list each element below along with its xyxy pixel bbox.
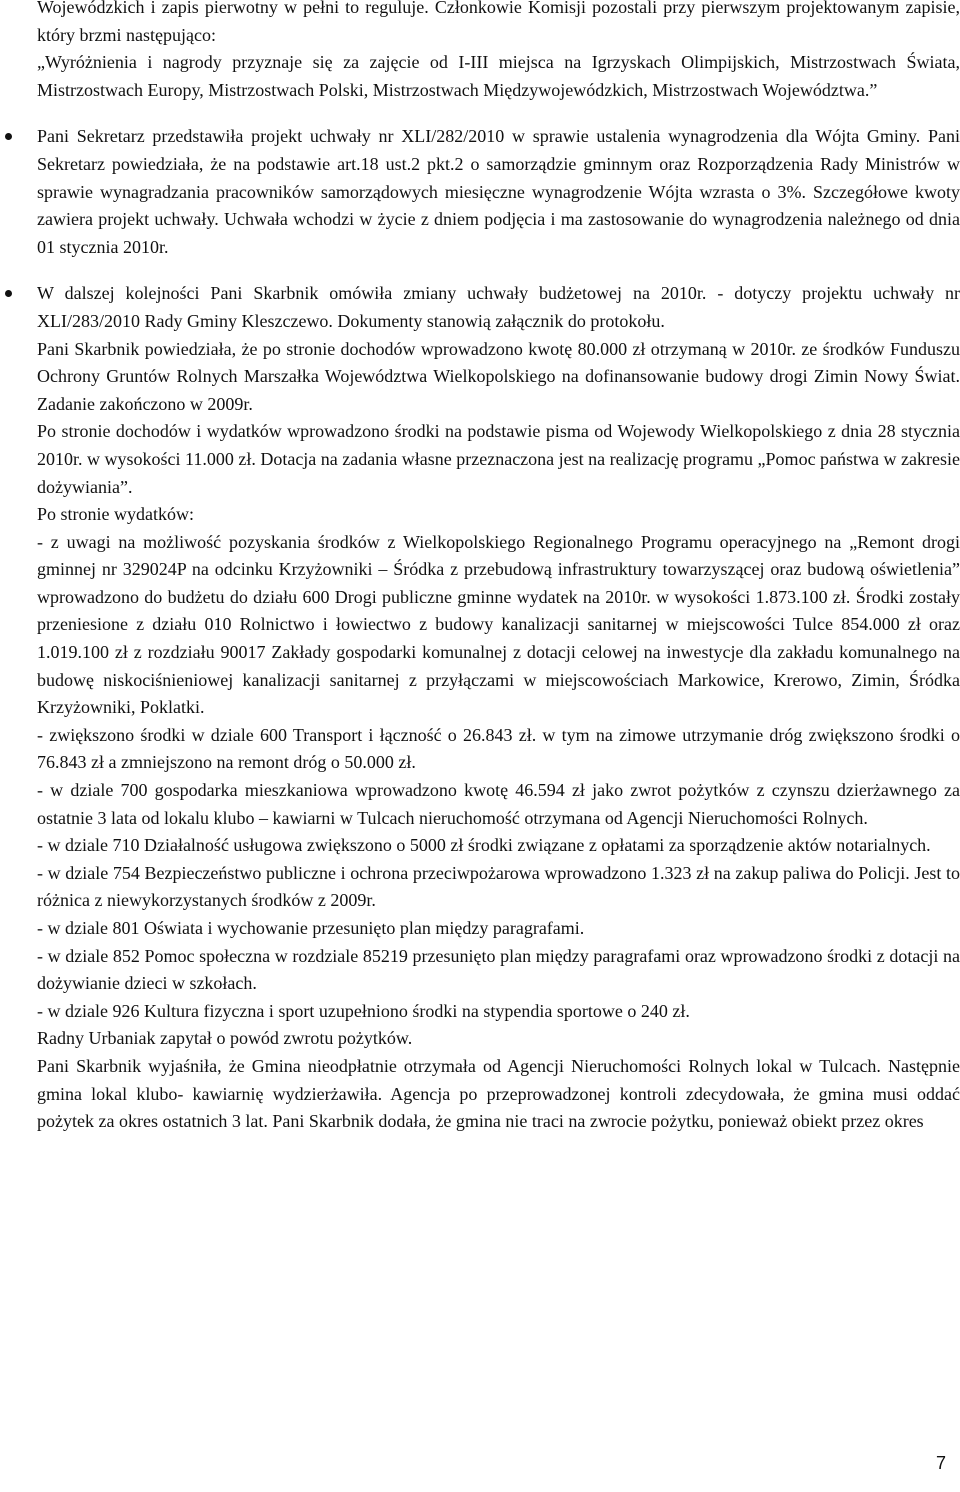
- intro-paragraph: Wojewódzkich i zapis pierwotny w pełni to reguluje. Członkowie Komisji pozostali przy pierwszym projektowanym zapisie, który brzmi następująco:: [37, 0, 960, 45]
- page-number: 7: [935, 1453, 946, 1473]
- expenses-heading: Po stronie wydatków:: [37, 504, 194, 525]
- budget-grant-paragraph: Po stronie dochodów i wydatków wprowadzono środki na podstawie pisma od Wojewody Wielkopolskiego z dnia 28 stycznia 2010r. w wysokości 11.000 zł. Dotacja na zadania własne przeznaczona jest na realizację programu „Pomoc państwa w zakresie dożywiania”.: [37, 421, 960, 497]
- quoted-provision: „Wyróżnienia i nagrody przyznaje się za zajęcie od I-III miejsca na Igrzyskach Olimpijskich, Mistrzostwach Świata, Mistrzostwach Europy, Mistrzostwach Polski, Mistrzostwach Międzywojewódzkich, Mistrzostwach Województwa.”: [37, 52, 960, 100]
- bullet-icon: [5, 133, 12, 140]
- expense-item-926: - w dziale 926 Kultura fizyczna i sport uzupełniono środki na stypendia sportowe o 240 zł.: [37, 1000, 690, 1021]
- expense-item-754: - w dziale 754 Bezpieczeństwo publiczne i ochrona przeciwpożarowa wprowadzono 1.323 zł na zakup paliwa do Policji. Jest to różnica z niewykorzystanych środków z 2009r.: [37, 862, 960, 911]
- expense-item-852: - w dziale 852 Pomoc społeczna w rozdziale 85219 przesunięto plan między paragrafami oraz wprowadzono środki z dotacji na dożywianie dzieci w szkołach.: [37, 945, 960, 994]
- expense-item-801: - w dziale 801 Oświata i wychowanie przesunięto plan między paragrafami.: [37, 918, 585, 938]
- expense-item-710: - w dziale 710 Działalność usługowa zwiększono o 5000 zł środki związane z opłatami za sporządzenie aktów notarialnych.: [37, 835, 931, 856]
- expense-item-700: - w dziale 700 gospodarka mieszkaniowa wprowadzono kwotę 46.594 zł jako zwrot pożytków z czynszu dzierżawnego za ostatnie 3 lata od lokalu klubo – kawiarni w Tulcach nieruchomość otrzymana od Agencji Nieruchomości Rolnych.: [37, 780, 960, 828]
- budget-intro: W dalszej kolejności Pani Skarbnik omówiła zmiany uchwały budżetowej na 2010r. - dotyczy projektu uchwały nr XLI/283/2010 Rady Gminy Kleszczewo. Dokumenty stanowią załącznik do protokołu.: [37, 283, 960, 331]
- salary-paragraph: Pani Sekretarz przedstawiła projekt uchwały nr XLI/282/2010 w sprawie ustalenia wynagrodzenia dla Wójta Gminy. Pani Sekretarz powiedziała, że na podstawie art.18 ust.2 pkt.2 o samorządzie gminnym oraz Rozporządzenia Rady Ministrów w sprawie wynagradzania pracowników samorządowych miesięczne wynagrodzenie Wójta wzrasta o 3%. Szczegółowe kwoty zawiera projekt uchwały. Uchwała wchodzi w życie z dniem podjęcia i ma zastosowanie do wynagrodzenia należnego od dnia 01 stycznia 2010r.: [37, 126, 960, 257]
- bullet-icon: [5, 290, 12, 297]
- budget-income-paragraph: Pani Skarbnik powiedziała, że po stronie dochodów wprowadzono kwotę 80.000 zł otrzymaną w 2010r. ze środków Funduszu Ochrony Gruntów Rolnych Marszałka Województwa Wielkopolskiego na dofinansowanie budowy drogi Zimin Nowy Świat. Zadanie zakończono w 2009r.: [37, 338, 960, 414]
- expense-item-600-transport: - zwiększono środki w dziale 600 Transport i łączność o 26.843 zł. w tym na zimowe utrzymanie dróg zwiększono środki o 76.843 zł a zmniejszono na remont dróg o 50.000 zł.: [37, 724, 960, 773]
- expense-item-600-road: - z uwagi na możliwość pozyskania środków z Wielkopolskiego Regionalnego Programu operacyjnego na „Remont drogi gminnej nr 329024P na odcinku Krzyżowniki – Śródka z przebudową infrastruktury towarzyszącej oraz budową oświetlenia” wprowadzono do budżetu do działu 600 Drogi publiczne gminne wydatek na 2010r. w wysokości 1.873.100 zł. Środki zostały przeniesione z działu 010 Rolnictwo i łowiectwo z budowy kanalizacji sanitarnej w miejscowości Tulce 854.000 zł oraz 1.019.100 zł z rozdziału 90017 Zakłady gospodarki komunalnej z dotacji celowej na inwestycje dla zakładu komunalnego na budowę niskociśnieniowej kanalizacji sanitarnej z przyłączami w miejscowościach Markowice, Krerowo, Zimin, Śródka Krzyżowniki, Poklatki.: [37, 531, 960, 718]
- bullet-item-budget: [37, 280, 960, 1135]
- document-page: [37, 0, 960, 1136]
- councillor-question: Radny Urbaniak zapytał o powód zwrotu pożytków.: [37, 1028, 413, 1049]
- treasurer-answer: Pani Skarbnik wyjaśniła, że Gmina nieodpłatnie otrzymała od Agencji Nieruchomości Rolnych lokal w Tulcach. Następnie gmina lokal klubo- kawiarnię wydzierżawiła. Agencja po przeprowadzonej kontroli zdecydowała, że gmina musi oddać pożytek za okres ostatnich 3 lat. Pani Skarbnik dodała, że gmina nie traci na zwrocie pożytku, ponieważ obiekt przez okres: [37, 1055, 960, 1132]
- bullet-item-salary: [37, 123, 960, 261]
